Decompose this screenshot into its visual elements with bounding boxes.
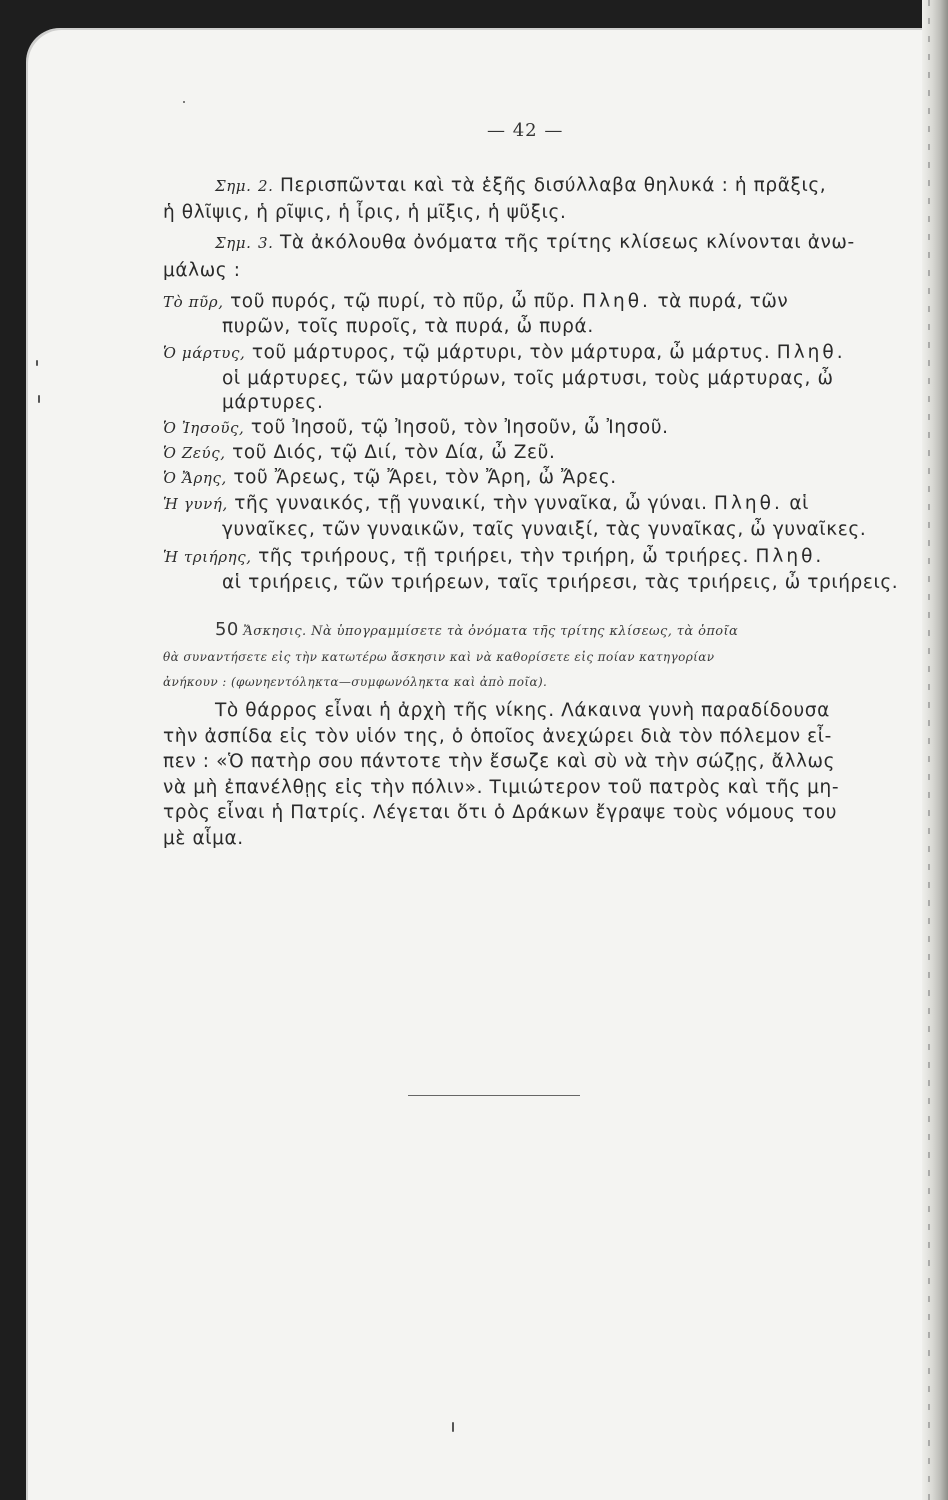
page-number: — 42 — xyxy=(487,120,564,141)
plural-label: Πληθ. xyxy=(714,493,783,514)
declension-head: Ὁ Ζεύς, xyxy=(163,444,226,462)
note-label: Σημ. xyxy=(215,177,252,195)
exercise-label: Ἄσκησις. xyxy=(243,624,307,639)
declension-head: Ἡ τριήρης, xyxy=(163,548,252,566)
declension-gyne xyxy=(163,493,809,515)
declension-ares xyxy=(163,467,617,489)
declension-pyr-cont: πυρῶν, τοῖς πυροῖς, τὰ πυρά, ὦ πυρά. xyxy=(222,316,594,337)
section-divider xyxy=(408,1095,580,1096)
passage-line: τρὸς εἶναι ἡ Πατρίς. Λέγεται ὅτι ὁ Δράκων ἔγραψε τοὺς νόμους του xyxy=(163,802,838,823)
print-speck xyxy=(38,395,40,403)
exercise-number: 50 xyxy=(215,619,239,640)
print-speck xyxy=(452,1422,454,1432)
declension-martys-cont: οἱ μάρτυρες, τῶν μαρτύρων, τοῖς μάρτυσι, τοὺς μάρτυρας, ὦ xyxy=(222,368,834,389)
note-number: 3. xyxy=(258,234,274,252)
declension-forms: τοῦ Ἄρεως, τῷ Ἄρει, τὸν Ἄρη, ὦ Ἄρες. xyxy=(233,467,617,488)
passage-line: Τὸ θάρρος εἶναι ἡ ἀρχὴ τῆς νίκης. Λάκαινα γυνὴ παραδίδουσα xyxy=(215,700,830,721)
declension-forms: τοῦ μάρτυρος, τῷ μάρτυρι, τὸν μάρτυρα, ὦ μάρτυς. xyxy=(251,342,771,363)
passage-line: πεν : «Ὁ πατὴρ σου πάντοτε τὴν ἔσωζε καὶ σὺ νὰ τὴν σώζῃς, ἄλλως xyxy=(163,751,836,772)
declension-forms-tail: αἱ xyxy=(789,493,809,514)
exercise-instruction: Νὰ ὑπογραμμίσετε τὰ ὀνόματα τῆς τρίτης κλίσεως, τὰ ὁποῖα xyxy=(311,624,739,639)
declension-head: Ὁ Ἰησοῦς, xyxy=(163,419,245,437)
plural-label: Πληθ. xyxy=(776,342,846,363)
passage-line: νὰ μὴ ἐπανέλθῃς εἰς τὴν πόλιν». Τιμιώτερον τοῦ πατρὸς καὶ τῆς μη- xyxy=(163,777,840,798)
note-3-continuation: μάλως : xyxy=(163,260,241,281)
declension-head: Ἡ γυνή, xyxy=(163,495,228,513)
declension-head: Ὁ μάρτυς, xyxy=(163,344,246,362)
print-speck xyxy=(36,360,38,366)
declension-head: Τὸ πῦρ, xyxy=(163,293,224,311)
note-label: Σημ. xyxy=(215,234,252,252)
declension-forms: τοῦ πυρός, τῷ πυρί, τὸ πῦρ, ὦ πῦρ. xyxy=(230,291,576,312)
plural-label: Πληθ. xyxy=(582,291,651,312)
passage-line: τὴν ἀσπίδα εἰς τὸν υἱόν της, ὁ ὁποῖος ἀνεχώρει διὰ τὸν πόλεμον εἶ- xyxy=(163,726,832,747)
note-3 xyxy=(215,232,855,254)
declension-trieres-cont: αἱ τριήρεις, τῶν τριήρεων, ταῖς τριήρεσι, τὰς τριήρεις, ὦ τριήρεις. xyxy=(222,572,899,593)
declension-pyr xyxy=(163,291,788,313)
declension-forms: τοῦ Ἰησοῦ, τῷ Ἰησοῦ, τὸν Ἰησοῦν, ὦ Ἰησοῦ. xyxy=(250,417,669,438)
note-2-continuation: ἡ θλῖψις, ἡ ρῖψις, ἡ ἶρις, ἡ μῖξις, ἡ ψῦξις. xyxy=(163,202,567,223)
note-text: Περισπῶνται καὶ τὰ ἑξῆς δισύλλαβα θηλυκά : ἡ πρᾶξις, xyxy=(280,175,827,196)
page-binding-edge xyxy=(922,0,948,1500)
declension-zeus xyxy=(163,442,555,464)
declension-martys xyxy=(163,342,846,364)
exercise-instruction-cont2: ἀνήκουν : (φωνηεντόληκτα—συμφωνόληκτα καὶ ἀπὸ ποῖα). xyxy=(163,675,548,689)
declension-forms: τῆς τριήρους, τῇ τριήρει, τὴν τριήρη, ὦ τριήρες. xyxy=(258,546,750,567)
plural-label: Πληθ. xyxy=(755,546,825,567)
print-speck xyxy=(183,101,185,103)
note-text: Τὰ ἀκόλουθα ὀνόματα τῆς τρίτης κλίσεως κλίνονται ἀνω- xyxy=(280,232,855,253)
declension-forms: τοῦ Διός, τῷ Διί, τὸν Δία, ὦ Ζεῦ. xyxy=(232,442,556,463)
declension-forms-tail: τὰ πυρά, τῶν xyxy=(657,291,789,312)
exercise-instruction-cont: θὰ συναντήσετε εἰς τὴν κατωτέρω ἄσκησιν καὶ νὰ καθορίσετε εἰς ποίαν κατηγορίαν xyxy=(163,650,715,664)
note-number: 2. xyxy=(258,177,274,195)
declension-gyne-cont: γυναῖκες, τῶν γυναικῶν, ταῖς γυναιξί, τὰς γυναῖκας, ὦ γυναῖκες. xyxy=(222,519,867,540)
passage-line: μὲ αἷμα. xyxy=(163,828,244,849)
declension-iesous xyxy=(163,417,669,439)
exercise-heading xyxy=(215,619,738,643)
declension-trieres xyxy=(163,546,824,568)
declension-forms: τῆς γυναικός, τῇ γυναικί, τὴν γυναῖκα, ὦ γύναι. xyxy=(234,493,708,514)
declension-martys-cont2: μάρτυρες. xyxy=(222,392,324,413)
declension-head: Ὁ Ἄρης, xyxy=(163,469,227,487)
note-2 xyxy=(215,175,826,197)
